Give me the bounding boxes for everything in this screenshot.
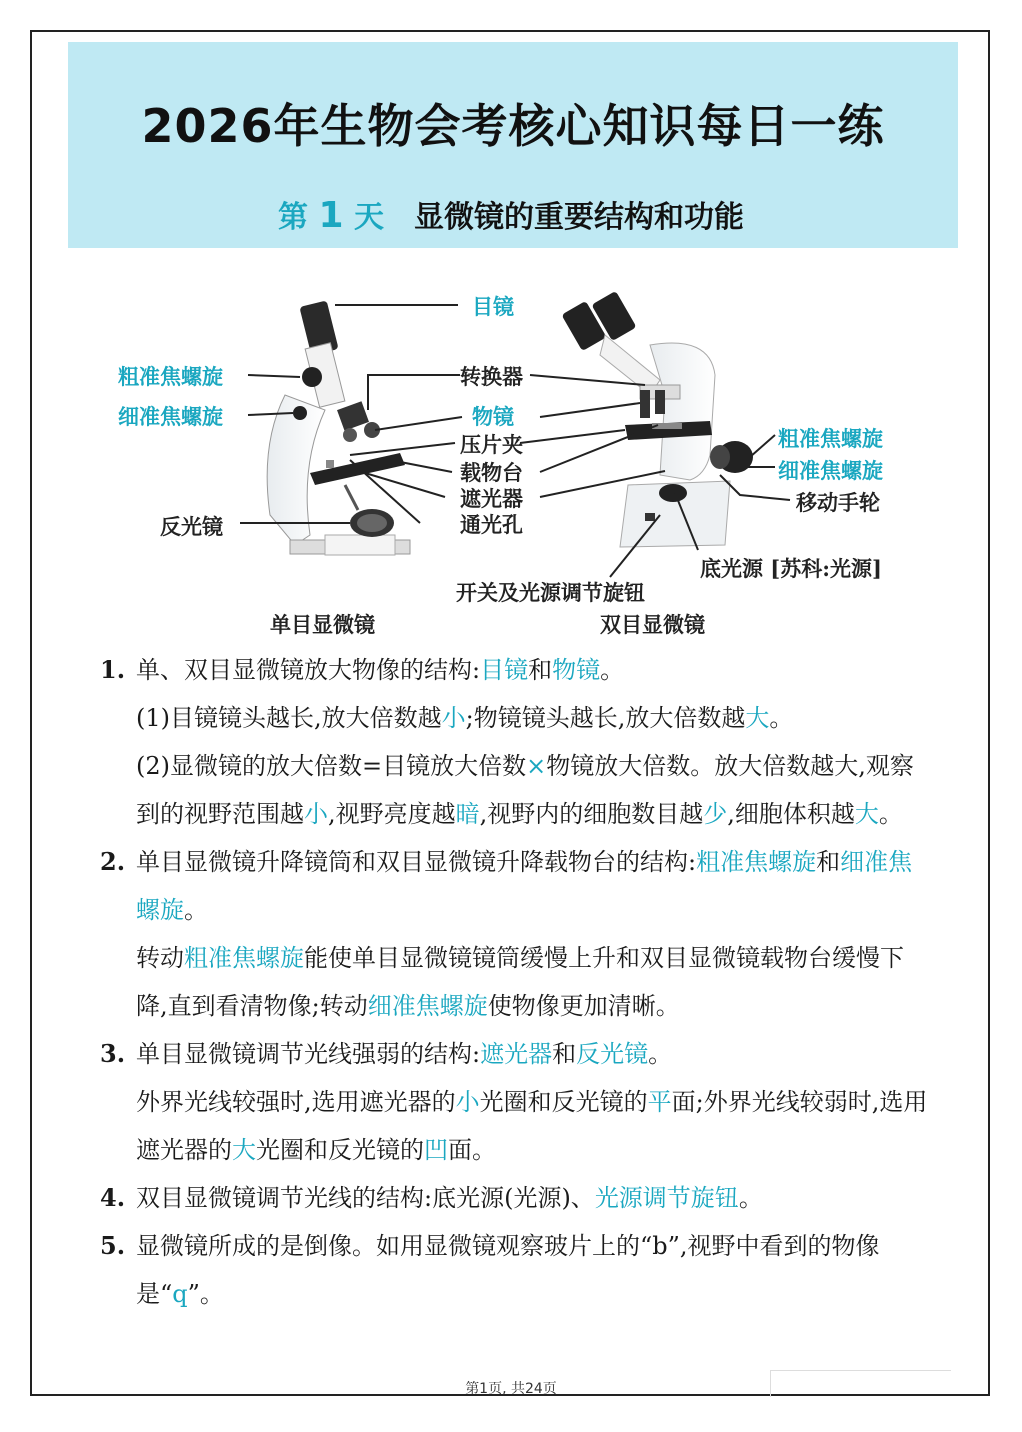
label-stage: 载物台 [460,460,523,485]
text-segment: 面;外界光线较弱时,选用遮光器的 [136,1088,928,1164]
text-segment: ;物镜镜头越长,放大倍数越 [465,704,746,732]
knowledge-item [100,1222,930,1318]
text-segment: 。 [769,704,794,732]
label-light-source: 底光源 [苏科:光源] [700,556,882,581]
knowledge-item [100,646,930,838]
header-banner [68,42,958,248]
text-segment: 和 [528,656,553,684]
text-segment: 转动 [136,944,184,972]
caption-binocular: 双目显微镜 [600,612,705,637]
highlighted-answer: 遮光器 [480,1040,553,1068]
item-paragraph [136,742,930,838]
label-fine-left: 细准焦螺旋 [118,404,223,429]
highlighted-answer: 光源调节旋钮 [594,1184,739,1212]
item-number: 3. [100,1039,126,1068]
text-segment: 。 [738,1184,763,1212]
lesson-subtitle [278,192,744,236]
text-segment: 和 [816,848,841,876]
page-number: 第1页, 共24页 [465,1381,557,1397]
knowledge-item [100,838,930,1030]
text-segment: 光圈和反光镜的 [256,1136,424,1164]
label-aperture: 通光孔 [460,512,523,537]
item-paragraph [136,934,930,1030]
highlighted-answer: 小 [455,1088,480,1116]
label-clip: 压片夹 [460,432,523,457]
highlighted-answer: 小 [304,800,328,828]
label-switch: 开关及光源调节旋钮 [456,580,645,605]
text-segment: 使物像更加清晰。 [487,992,680,1020]
text-segment: ,视野亮度越 [328,800,456,828]
caption-monocular: 单目显微镜 [270,612,375,637]
highlighted-answer: 平 [647,1088,672,1116]
text-segment: 显微镜所成的是倒像。如用显微镜观察玻片上的“b”,视野中看到的物像是“ [136,1232,880,1308]
text-segment: 外界光线较强时,选用遮光器的 [136,1088,456,1116]
text-segment: 。 [184,896,208,924]
binocular-microscope [561,291,753,547]
highlighted-answer: 大 [854,800,879,828]
label-mirror: 反光镜 [160,514,223,539]
knowledge-points [100,646,930,1318]
item-paragraph [136,1030,930,1078]
highlighted-answer: 细准焦螺旋 [367,992,488,1020]
text-segment: 物镜放大倍数。放大倍数越大,观察到的视野范围越 [136,752,914,828]
page-title: 2026年生物会考核心知识每日一练 [141,99,885,153]
text-segment: 和 [552,1040,577,1068]
text-segment: 。 [878,800,903,828]
highlighted-answer: 暗 [455,800,480,828]
item-paragraph [136,1078,930,1174]
microscope-figure [100,285,920,645]
item-number: 4. [100,1183,126,1212]
highlighted-answer: 反光镜 [576,1040,649,1068]
text-segment: ,视野内的细胞数目越 [479,800,704,828]
item-paragraph [136,1222,930,1318]
label-eyepiece: 目镜 [472,294,514,319]
item-number: 2. [100,847,126,876]
highlighted-answer: 大 [232,1136,256,1164]
highlighted-answer: × [526,752,547,780]
highlighted-answer: 粗准焦螺旋 [696,848,817,876]
highlighted-answer: q [172,1280,188,1308]
text-segment: 单目显微镜调节光线强弱的结构: [136,1040,481,1068]
text-segment: (1)目镜镜头越长,放大倍数越 [136,704,442,732]
item-paragraph [136,1174,930,1222]
text-segment: 单、双目显微镜放大物像的结构: [136,656,481,684]
item-number: 5. [100,1231,126,1260]
label-coarse-right: 粗准焦螺旋 [778,426,883,451]
text-segment: 光圈和反光镜的 [479,1088,648,1116]
text-segment: 。 [600,656,625,684]
highlighted-answer: 大 [745,704,770,732]
highlighted-answer: 少 [703,800,728,828]
text-segment: ”。 [187,1280,224,1308]
text-segment: 面。 [448,1136,496,1164]
item-paragraph [136,646,930,694]
day-label: 第 1 天 [278,195,384,236]
label-diaphragm: 遮光器 [460,486,523,511]
item-paragraph [136,838,930,934]
text-segment: 能使单目显微镜镜筒缓慢上升和双目显微镜载物台缓慢下降,直到看清物像;转动 [136,944,904,1020]
label-fine-right: 细准焦螺旋 [778,458,883,483]
label-coarse-left: 粗准焦螺旋 [118,364,223,389]
text-segment: 单目显微镜升降镜筒和双目显微镜升降载物台的结构: [136,848,697,876]
label-nosepiece: 转换器 [460,364,523,389]
highlighted-answer: 物镜 [552,656,601,684]
item-number: 1. [100,655,126,684]
text-segment: 。 [648,1040,673,1068]
highlighted-answer: 凹 [424,1136,448,1164]
label-stage-wheel: 移动手轮 [796,490,880,515]
highlighted-answer: 粗准焦螺旋 [184,944,304,972]
knowledge-item [100,1174,930,1222]
knowledge-item [100,1030,930,1174]
text-segment: (2)显微镜的放大倍数=目镜放大倍数 [136,752,527,780]
highlighted-answer: 细准焦螺旋 [136,848,913,924]
highlighted-answer: 小 [441,704,466,732]
item-paragraph [136,694,930,742]
text-segment: ,细胞体积越 [727,800,855,828]
text-segment: 双目显微镜调节光线的结构:底光源(光源)、 [136,1184,595,1212]
label-objective: 物镜 [472,404,514,429]
highlighted-answer: 目镜 [480,656,529,684]
lesson-topic: 显微镜的重要结构和功能 [413,200,744,235]
